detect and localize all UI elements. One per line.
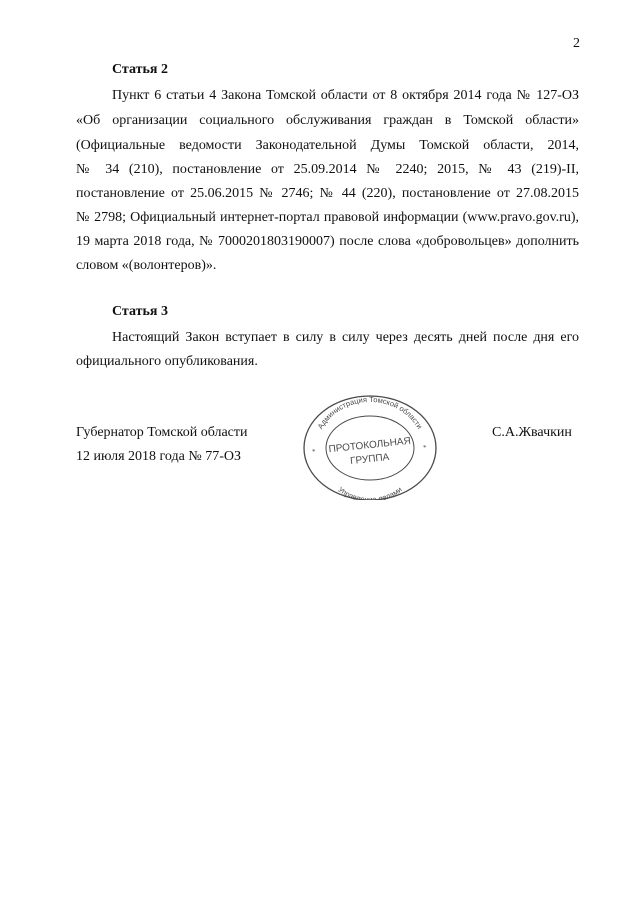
article-3-line-2: официального опубликования. [76, 354, 258, 369]
svg-text:Администрация Томской области: Администрация Томской области [315, 394, 425, 431]
article-2-line-6: № 2798; Официальный интернет-портал правовой информации (www.pravo.gov.ru), [76, 210, 579, 225]
article-2-line-2: «Об организации социального обслуживания граждан в Томской области» [76, 113, 579, 128]
article-3-line-1: Настоящий Закон вступает в силу в силу через десять дней после дня его [112, 330, 579, 345]
svg-text:*: * [423, 444, 427, 452]
article-2-heading: Статья 2 [112, 62, 168, 77]
article-2-line-8: словом «(волонтеров)». [76, 258, 217, 273]
article-2-line-4: № 34 (210), постановление от 25.09.2014 № 2240; 2015, № 43 (219)-II, [76, 162, 579, 177]
article-2-line-7: 19 марта 2018 года, № 7000201803190007) после слова «добровольцев» дополнить [76, 234, 579, 249]
article-2-line-5: постановление от 25.06.2015 № 2746; № 44 (220), постановление от 27.08.2015 [76, 186, 579, 201]
svg-text:ГРУППА: ГРУППА [349, 451, 390, 468]
article-2-line-1: Пункт 6 статьи 4 Закона Томской области от 8 октября 2014 года № 127-ОЗ [112, 88, 579, 103]
signature-title: Губернатор Томской области [76, 425, 248, 440]
svg-text:ПРОТОКОЛЬНАЯ: ПРОТОКОЛЬНАЯ [328, 435, 412, 456]
signature-name: С.А.Жвачкин [492, 425, 572, 440]
article-3-heading: Статья 3 [112, 304, 168, 319]
svg-text:Управление делами: Управление делами [336, 484, 404, 500]
signature-date-number: 12 июля 2018 года № 77-ОЗ [76, 449, 241, 464]
official-stamp [300, 392, 440, 500]
svg-text:*: * [312, 448, 316, 456]
article-2-line-3: (Официальные ведомости Законодательной Думы Томской области, 2014, [76, 138, 579, 153]
page-number: 2 [573, 36, 580, 51]
